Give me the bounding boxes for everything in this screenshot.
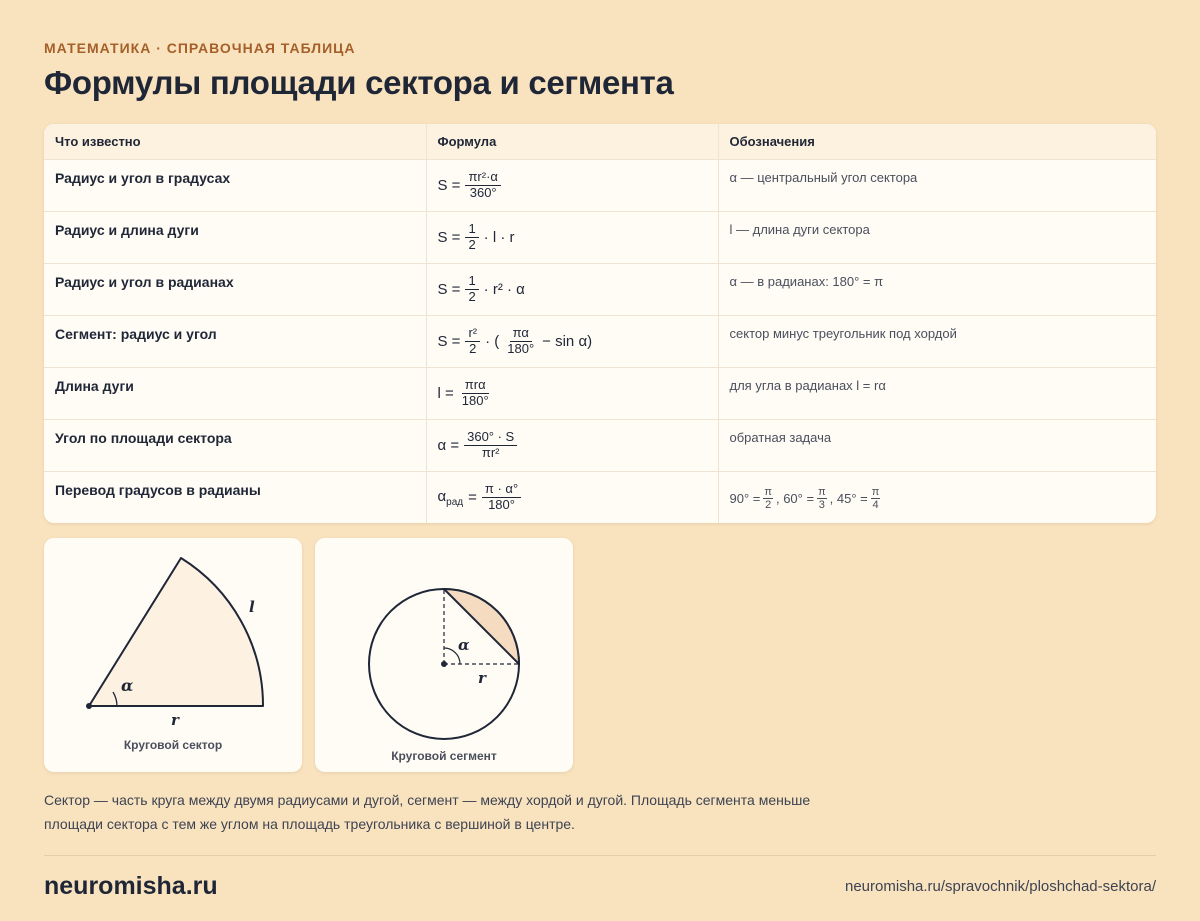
center-point: [441, 661, 447, 667]
fraction-denominator: 180°: [488, 497, 515, 512]
page-url[interactable]: neuromisha.ru/spravochnik/ploshchad-sektora/: [845, 878, 1156, 895]
notes-cell: для угла в радианах l = rα: [718, 367, 1156, 419]
notes-cell: α — в радианах: 180° = π: [718, 263, 1156, 315]
table-header-row: [44, 124, 1156, 159]
formula-lhs: [438, 488, 464, 508]
formula-cell: [426, 211, 718, 263]
fraction-denominator: 2: [468, 237, 476, 252]
known-cell: Радиус и угол в радианах: [44, 263, 426, 315]
formula-table-card: [44, 124, 1156, 523]
formula-rest: · r² · α: [483, 281, 525, 298]
arc-length-label: l: [249, 598, 255, 616]
formula-lhs: S =: [437, 229, 461, 246]
sector-diagram: [44, 538, 302, 772]
fraction: [465, 326, 480, 357]
notes-cell: α — центральный угол сектора: [718, 159, 1156, 211]
formula-mid: · (: [485, 333, 500, 350]
known-cell: Радиус и угол в градусах: [44, 159, 426, 211]
notes-cell: обратная задача: [718, 419, 1156, 471]
table-row: [44, 367, 1156, 419]
fraction: [482, 482, 521, 513]
column-header-formula: Формула: [426, 124, 718, 159]
formula-table: [44, 124, 1156, 523]
fraction-numerator: πrα: [462, 378, 489, 394]
formula-lhs: l =: [437, 385, 454, 402]
table-row: [44, 315, 1156, 367]
notes-cell: l — длина дуги сектора: [718, 211, 1156, 263]
fraction-numerator: πα: [510, 326, 532, 342]
formula-lhs-symbol: α: [437, 487, 447, 505]
fraction-numerator: π · α°: [482, 482, 521, 498]
formula-lhs: S =: [437, 177, 461, 194]
fraction: [464, 430, 517, 461]
column-header-notes: Обозначения: [718, 124, 1156, 159]
table-row: [44, 471, 1156, 523]
known-cell: Сегмент: радиус и угол: [44, 315, 426, 367]
formula-equals: =: [468, 489, 477, 506]
fraction-numerator: 1: [465, 222, 478, 238]
formula-lhs: α =: [437, 437, 460, 454]
fraction: [817, 486, 827, 512]
formula-rest: · l · r: [483, 229, 515, 246]
fraction: [465, 222, 478, 253]
caption: Сектор — часть круга между двумя радиусами и дугой, сегмент — между хордой и дугой. Площадь сегмента меньше площади сектора с тем же углом на площадь треугольника с вершиной в центре.: [44, 792, 811, 832]
notes-text: , 45° =: [829, 491, 868, 507]
fraction: [459, 378, 492, 409]
radius-label: r: [171, 711, 179, 729]
fraction-denominator: 2: [469, 341, 477, 356]
fraction-denominator: 180°: [461, 393, 489, 408]
brand-logo[interactable]: neuromisha.ru: [44, 872, 218, 900]
notes-text: 90° =: [729, 491, 761, 507]
sector-diagram-card: [44, 538, 302, 772]
radius-label: r: [478, 669, 486, 687]
eyebrow: МАТЕМАТИКА · СПРАВОЧНАЯ ТАБЛИЦА: [44, 40, 356, 56]
segment-diagram-label: Круговой сегмент: [391, 749, 497, 763]
fraction-numerator: π: [764, 485, 772, 498]
known-cell: Угол по площади сектора: [44, 419, 426, 471]
fraction-numerator: π: [818, 485, 826, 498]
formula-cell: [426, 367, 718, 419]
fraction-denominator: 4: [872, 499, 879, 512]
formula-cell: [426, 419, 718, 471]
formula-cell: [426, 315, 718, 367]
footer-divider: [44, 855, 1156, 856]
page-title: Формулы площади сектора и сегмента: [44, 64, 674, 101]
fraction-denominator: πr²: [481, 445, 500, 460]
fraction-numerator: πr²·α: [465, 170, 500, 186]
table-row: [44, 159, 1156, 211]
formula-lhs: S =: [437, 281, 461, 298]
fraction-denominator: 3: [818, 499, 825, 512]
known-cell: Перевод градусов в радианы: [44, 471, 426, 523]
notes-cell: [718, 471, 1156, 523]
alpha-label: α: [458, 636, 470, 654]
fraction-denominator: 180°: [507, 341, 535, 356]
alpha-label: α: [121, 676, 134, 695]
table-row: [44, 211, 1156, 263]
fraction-denominator: 2: [765, 499, 772, 512]
fraction: [871, 486, 881, 512]
formula-rest: − sin α): [542, 333, 593, 350]
formula-cell: [426, 263, 718, 315]
fraction-numerator: r²: [465, 326, 480, 342]
fraction: [465, 170, 500, 201]
formula-cell: [426, 471, 718, 523]
fraction-denominator: 2: [468, 289, 476, 304]
fraction: [465, 274, 478, 305]
sector-shape: [89, 558, 263, 706]
formula-cell: [426, 159, 718, 211]
known-cell: Длина дуги: [44, 367, 426, 419]
fraction-numerator: 360° · S: [464, 430, 517, 446]
known-cell: Радиус и длина дуги: [44, 211, 426, 263]
table-row: [44, 263, 1156, 315]
sector-diagram-label: Круговой сектор: [123, 738, 223, 752]
fraction-denominator: 360°: [469, 185, 497, 200]
fraction-numerator: π: [871, 485, 880, 498]
segment-diagram-card: [315, 538, 573, 772]
formula-lhs-subscript: рад: [446, 496, 464, 508]
fraction-numerator: 1: [465, 274, 478, 290]
table-row: [44, 419, 1156, 471]
segment-diagram: [315, 538, 573, 772]
formula-lhs: S =: [437, 333, 461, 350]
column-header-known: Что известно: [44, 124, 426, 159]
center-point: [86, 703, 92, 709]
fraction: [763, 486, 773, 512]
notes-cell: сектор минус треугольник под хордой: [718, 315, 1156, 367]
notes-text: , 60° =: [775, 491, 815, 507]
fraction: [504, 326, 537, 357]
